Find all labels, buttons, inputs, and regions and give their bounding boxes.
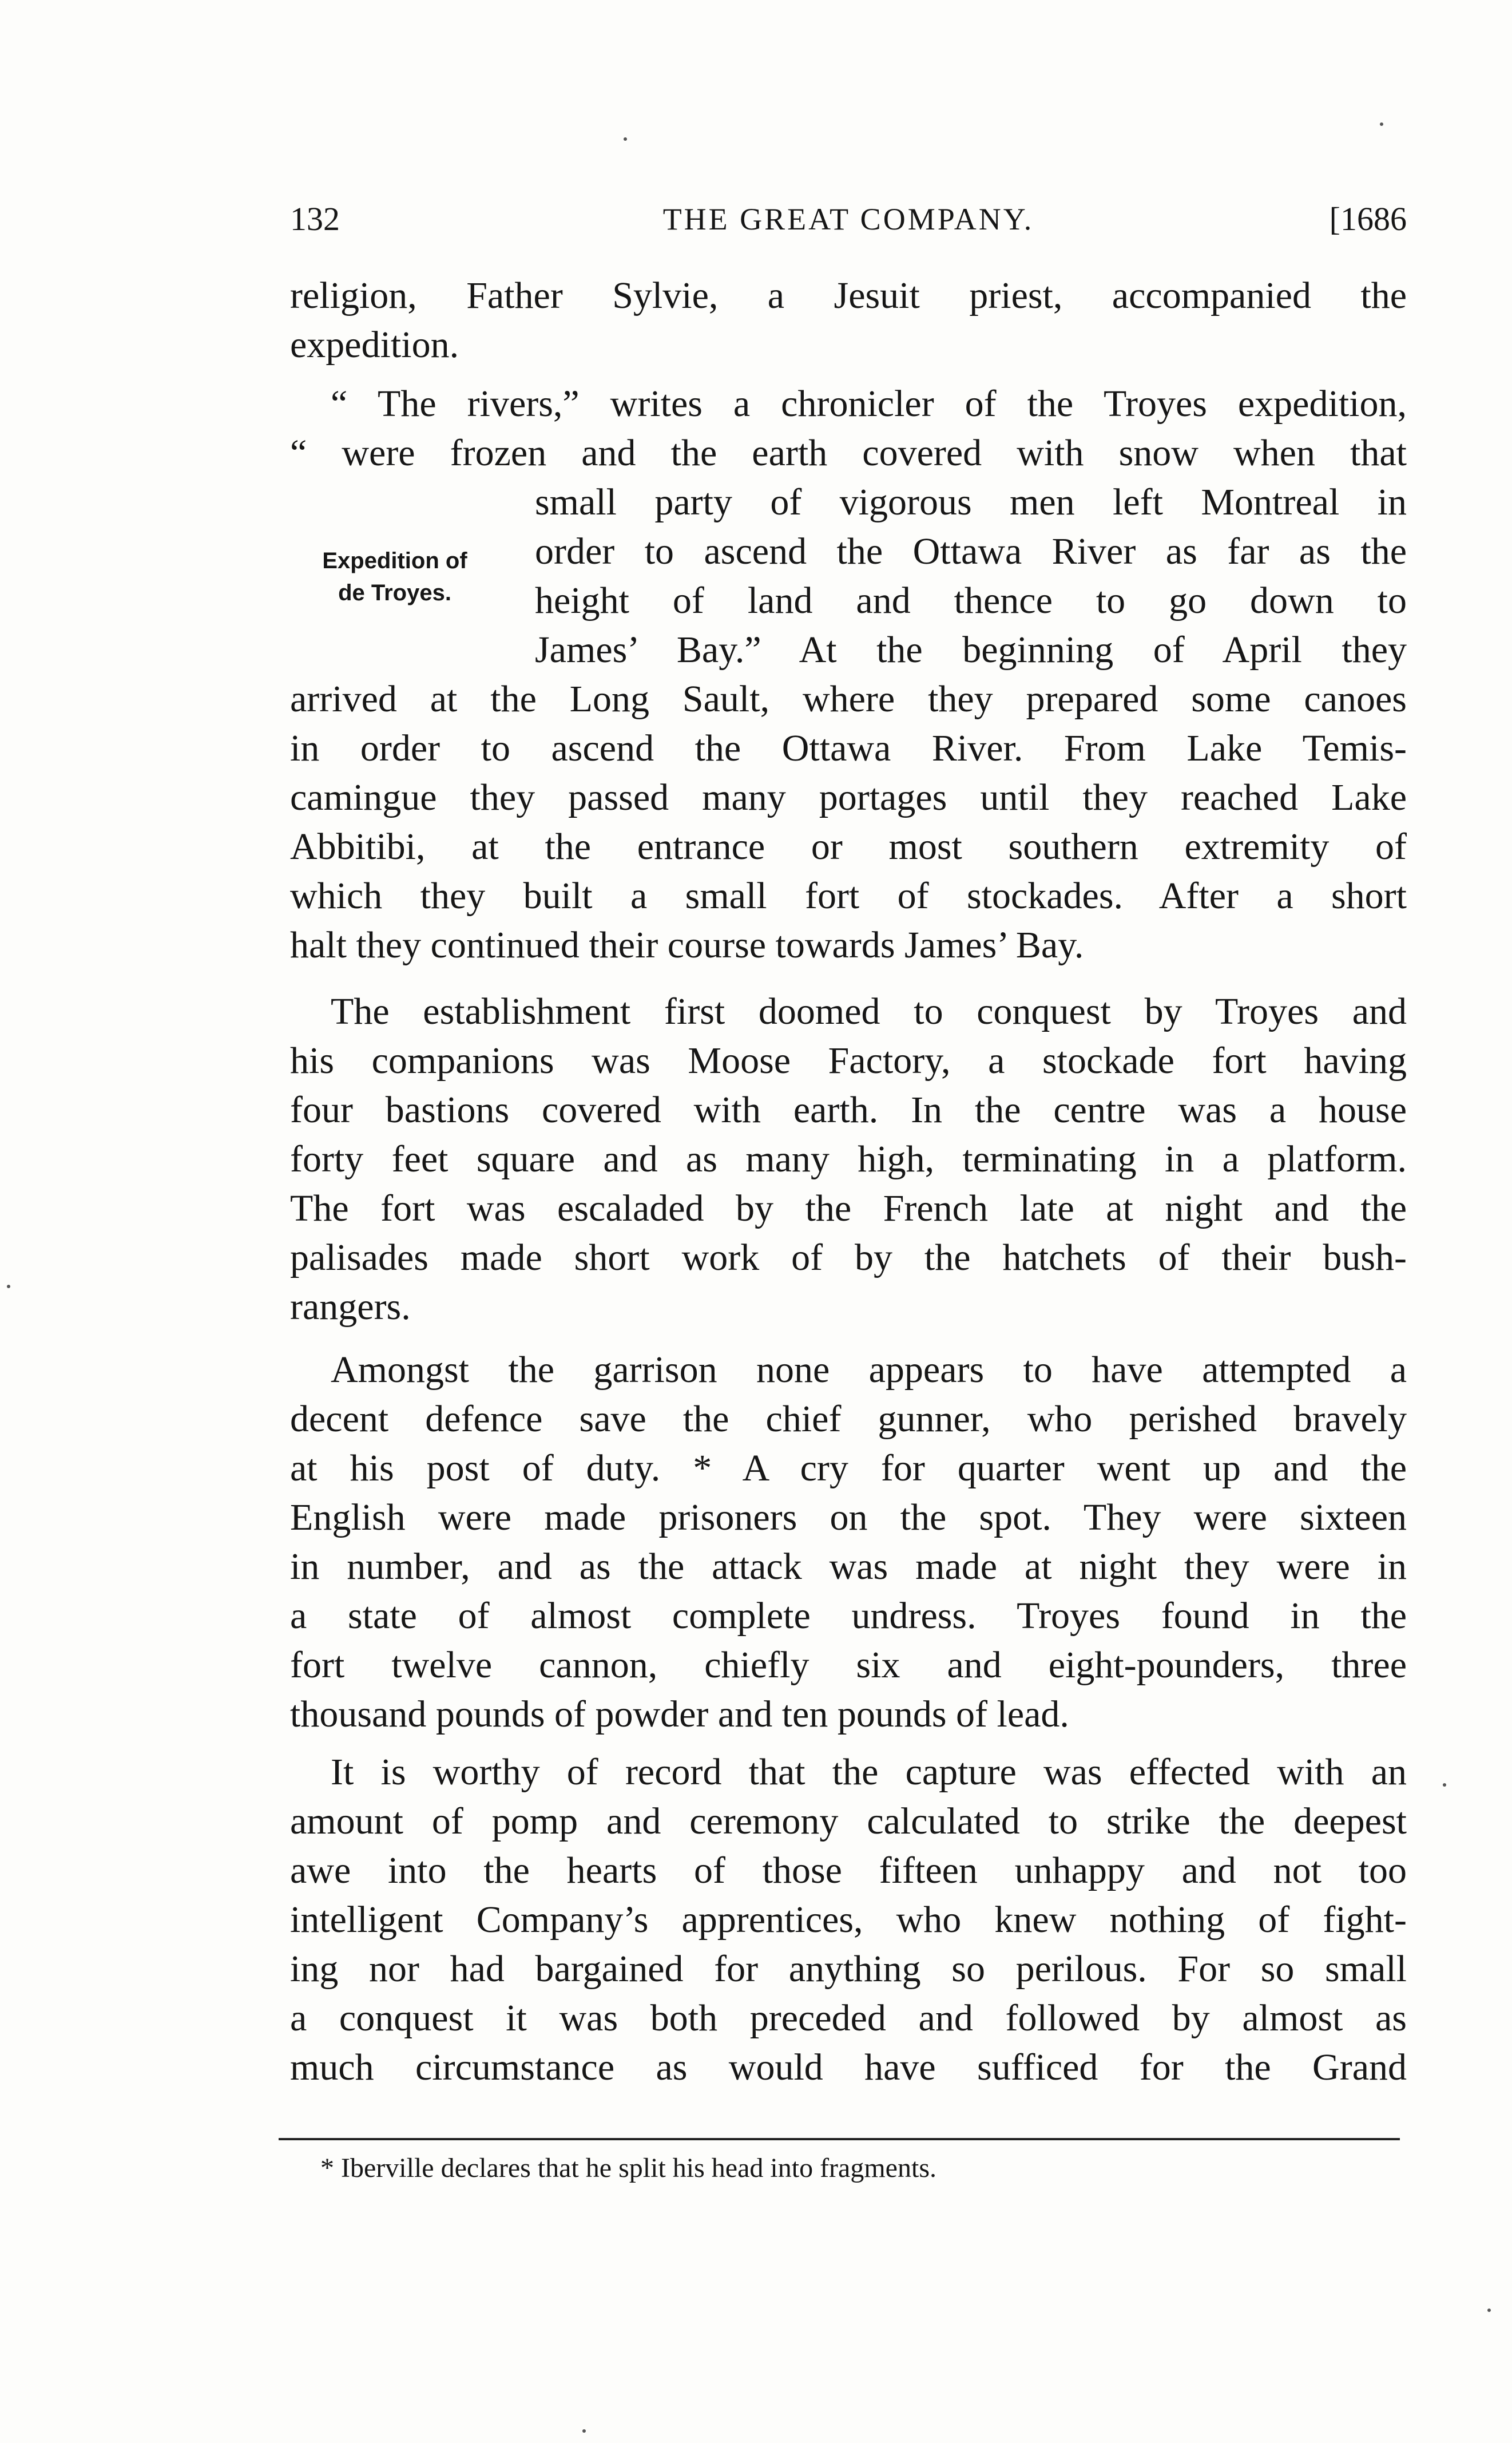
text-line: “ The rivers,” writes a chronicler of the Troyes expedition,: [331, 383, 1407, 425]
text-line: amount of pomp and ceremony calculated to strike the deepest: [290, 1800, 1407, 1842]
text-line: in number, and as the attack was made at night they were in: [290, 1546, 1407, 1587]
paper-speck: [1487, 2309, 1491, 2312]
text-line: The establishment first doomed to conquest by Troyes and: [331, 991, 1407, 1032]
text-line: ing nor had bargained for anything so perilous. For so small: [290, 1948, 1407, 1990]
page-number: 132: [290, 200, 340, 237]
text-line: intelligent Company’s apprentices, who knew nothing of fight-: [290, 1899, 1407, 1941]
text-line: a conquest it was both preceded and followed by almost as: [290, 1997, 1407, 2039]
text-line: English were made prisoners on the spot. They were sixteen: [290, 1496, 1407, 1538]
text-line: religion, Father Sylvie, a Jesuit priest, accompanied the: [290, 275, 1407, 316]
running-header: [290, 193, 1407, 245]
text-line: in order to ascend the Ottawa River. From Lake Temis-: [290, 727, 1407, 769]
running-title: THE GREAT COMPANY.: [662, 202, 1034, 236]
text-line: The fort was escaladed by the French late at night and the: [290, 1187, 1407, 1229]
marginal-note-line: de Troyes.: [338, 580, 451, 605]
year-marker: [1686: [1329, 200, 1407, 237]
text-line: small party of vigorous men left Montreal in: [535, 481, 1407, 523]
paper-speck: [1380, 122, 1383, 126]
text-line: Amongst the garrison none appears to have attempted a: [331, 1349, 1407, 1391]
text-line: Abbitibi, at the entrance or most southern extremity of: [290, 826, 1407, 868]
paper-speck: [1443, 1783, 1446, 1787]
text-line: a state of almost complete undress. Troyes found in the: [290, 1595, 1407, 1637]
text-line: It is worthy of record that the capture was effected with an: [331, 1751, 1407, 1793]
text-line: awe into the hearts of those fifteen unhappy and not too: [290, 1850, 1407, 1891]
marginal-note-line: Expedition of: [322, 548, 467, 573]
text-line: which they built a small fort of stockades. After a short: [290, 875, 1407, 917]
paper-speck: [582, 2429, 586, 2433]
text-line: much circumstance as would have sufficed for the Grand: [290, 2046, 1407, 2088]
text-line: halt they continued their course towards James’ Bay.: [290, 924, 1084, 966]
text-line: height of land and thence to go down to: [535, 580, 1407, 621]
marginal-note: [286, 545, 503, 609]
paper-speck: [624, 137, 627, 141]
text-line: thousand pounds of powder and ten pounds of lead.: [290, 1693, 1069, 1735]
text-line: James’ Bay.” At the beginning of April they: [535, 629, 1407, 671]
paper-speck: [7, 1285, 10, 1288]
footnote-rule: [279, 2138, 1400, 2140]
text-line: expedition.: [290, 324, 459, 366]
text-line: at his post of duty. * A cry for quarter went up and the: [290, 1447, 1407, 1489]
text-line: palisades made short work of by the hatchets of their bush-: [290, 1237, 1407, 1278]
footnote: * Iberville declares that he split his head into fragments.: [320, 2153, 936, 2183]
text-line: four bastions covered with earth. In the centre was a house: [290, 1089, 1407, 1131]
text-line: arrived at the Long Sault, where they prepared some canoes: [290, 678, 1407, 720]
text-line: rangers.: [290, 1286, 411, 1328]
text-line: fort twelve cannon, chiefly six and eight-pounders, three: [290, 1644, 1407, 1686]
text-line: camingue they passed many portages until they reached Lake: [290, 777, 1407, 818]
text-line: decent defence save the chief gunner, who perished bravely: [290, 1398, 1407, 1440]
text-line: his companions was Moose Factory, a stockade fort having: [290, 1040, 1407, 1082]
text-line: forty feet square and as many high, terminating in a platform.: [290, 1138, 1407, 1180]
text-line: “ were frozen and the earth covered with snow when that: [290, 432, 1407, 474]
text-line: order to ascend the Ottawa River as far as the: [535, 530, 1407, 572]
